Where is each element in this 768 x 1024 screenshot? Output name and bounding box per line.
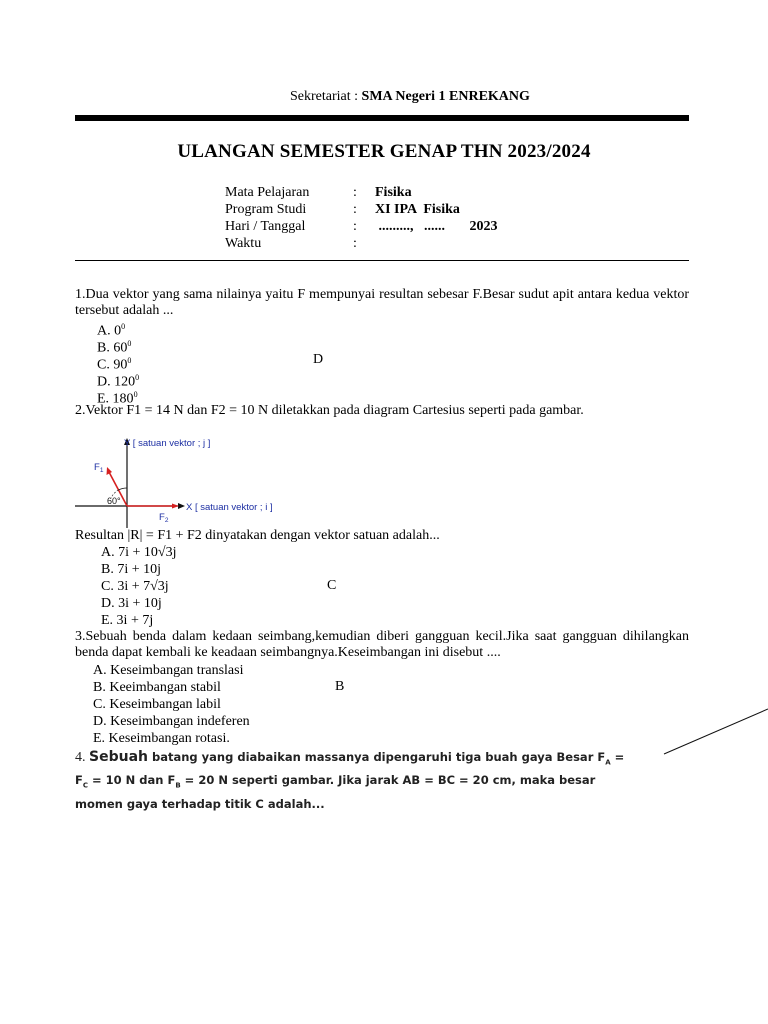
- meta-key: Waktu: [225, 236, 262, 251]
- meta-value: XI IPA Fisika: [375, 202, 460, 217]
- meta-row-program: [225, 201, 498, 218]
- q1-option-c: C. $90^0$: [97, 356, 132, 373]
- f1-label: $F_1$: [94, 462, 104, 474]
- meta-sep: :: [353, 236, 357, 251]
- question-3-text: 3.Sebuah benda dalam kedaan seimbang,kemudian diberi gangguan kecil.Jika saat gangguan dihilangkan benda dapat kembali ke keadaan seimbangnya.Keseimbangan ini disebut ....: [75, 629, 689, 660]
- secretariat-label: Sekretariat :: [290, 89, 362, 104]
- y-axis-label: Y [ satuan vektor ; j ]: [124, 438, 211, 449]
- school-name: SMA Negeri 1 ENREKANG: [361, 89, 530, 104]
- q4-line-2: $F_C = 10$ N dan $F_B = 20$ N seperti gambar. Jika jarak AB = BC = 20 cm, maka besar: [75, 773, 596, 790]
- q2-option-b: B. 7i + 10j: [101, 562, 162, 577]
- q2-answer: C: [327, 578, 337, 593]
- header-divider-thin: [75, 260, 689, 261]
- angle-arc: [119, 488, 128, 490]
- q3-answer: B: [335, 679, 345, 694]
- secretariat-line: [290, 89, 530, 105]
- meta-value: ........., ...... 2023: [375, 219, 498, 234]
- meta-value: Fisika: [375, 185, 412, 200]
- q4-line-1: 4. Sebuah batang yang diabaikan massanya dipengaruhi tiga buah gaya Besar $F_A$ =: [75, 749, 625, 767]
- q2-option-a: A. 7i + 10√3j: [101, 545, 177, 560]
- question-1-text: 1.Dua vektor yang sama nilainya yaitu F mempunyai resultan sebesar F.Besar sudut apit antara kedua vektor tersebut adalah ...: [75, 287, 689, 318]
- q3-option-d: D. Keseimbangan indeferen: [93, 714, 250, 729]
- q3-option-a: A. Keseimbangan translasi: [93, 663, 244, 678]
- q2-option-c: C. 3i + 7√3j: [101, 579, 169, 594]
- stray-line: [660, 706, 768, 756]
- x-axis-arrow-icon: [178, 503, 185, 509]
- q4-line-3: momen gaya terhadap titik C adalah...: [75, 796, 325, 811]
- meta-sep: :: [353, 219, 357, 234]
- q1-option-d: D. $120^0$: [97, 373, 140, 390]
- exam-title: ULANGAN SEMESTER GENAP THN 2023/2024: [177, 141, 591, 162]
- meta-row-date: [225, 218, 498, 235]
- angle-label: 60°: [107, 496, 121, 506]
- meta-sep: :: [353, 202, 357, 217]
- meta-sep: :: [353, 185, 357, 200]
- meta-key: Program Studi: [225, 202, 307, 217]
- question-2-text: 2.Vektor F1 = 14 N dan F2 = 10 N diletakkan pada diagram Cartesius seperti pada gambar.: [75, 403, 584, 418]
- question-2-prompt: Resultan |R| = F1 + F2 dinyatakan dengan vektor satuan adalah...: [75, 528, 440, 543]
- q1-option-a: A. $0^0$: [97, 322, 126, 339]
- q1-option-e: E. $180^0$: [97, 390, 138, 407]
- header-divider-thick: [75, 115, 689, 121]
- vector-diagram: [75, 432, 295, 530]
- meta-row-subject: [225, 184, 498, 201]
- f2-label: $F_2$: [159, 512, 169, 524]
- x-axis-label: X [ satuan vektor ; i ]: [186, 502, 273, 513]
- q2-option-d: D. 3i + 10j: [101, 596, 162, 611]
- meta-row-time: [225, 235, 498, 252]
- meta-key: Hari / Tanggal: [225, 219, 306, 234]
- q3-option-e: E. Keseimbangan rotasi.: [93, 731, 230, 746]
- q1-option-b: B. $60^0$: [97, 339, 132, 356]
- q1-answer: D: [313, 352, 324, 367]
- q2-option-e: E. 3i + 7j: [101, 613, 154, 628]
- meta-key: Mata Pelajaran: [225, 185, 310, 200]
- q3-option-b: B. Keeimbangan stabil: [93, 680, 221, 695]
- exam-meta-table: [225, 184, 498, 252]
- question-4-text: [75, 748, 675, 813]
- q3-option-c: C. Keseimbangan labil: [93, 697, 221, 712]
- f2-arrowhead-icon: [172, 504, 179, 509]
